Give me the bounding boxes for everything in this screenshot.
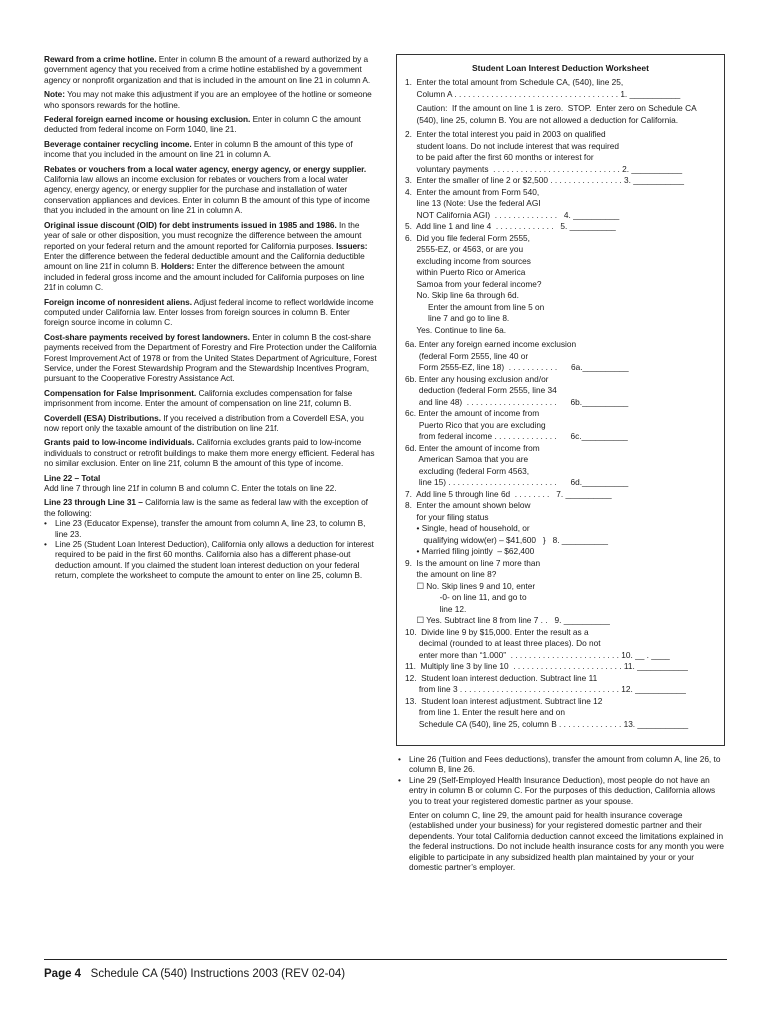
text-coverdell: If you received a distribution from a Coverdell ESA, you now report only the taxable amount of the distribution on line 21f. bbox=[44, 412, 364, 433]
worksheet-line: deduction (federal Form 2555, line 34 bbox=[405, 385, 557, 395]
worksheet-line: 1. Enter the total amount from Schedule CA, (540), line 25, bbox=[405, 77, 624, 87]
holders-label: Holders: bbox=[160, 261, 195, 272]
worksheet-line: student loans. Do not include interest that was required bbox=[405, 140, 619, 151]
worksheet-line: 2. Enter the total interest you paid in 2003 on qualified bbox=[405, 129, 606, 139]
worksheet-line: 3. Enter the smaller of line 2 or $2,500 . . . . . . . . . . . . . . . . 3. ___________ bbox=[405, 175, 685, 185]
worksheet-line: • Single, head of household, or bbox=[405, 523, 530, 533]
worksheet-line: Yes. Continue to line 6a. bbox=[405, 324, 507, 335]
worksheet-box bbox=[396, 54, 725, 746]
worksheet-line: 12. Student loan interest deduction. Subtract line 11 bbox=[405, 672, 598, 683]
worksheet-line: for your filing status bbox=[405, 511, 489, 522]
text-foreign-earned: Enter in column C the amount deducted from federal income on Form 1040, line 21. bbox=[44, 114, 361, 135]
worksheet-line: from line 3 . . . . . . . . . . . . . . . . . . . . . . . . . . . . . . . . . . . 12. ___________ bbox=[405, 684, 686, 694]
heading-coverdell: Coverdell (ESA) Distributions. bbox=[44, 412, 161, 423]
worksheet-line: ☐ No. Skip lines 9 and 10, enter bbox=[405, 580, 536, 591]
worksheet-line: voluntary payments . . . . . . . . . . . . . . . . . . . . . . . . . . . . 2. ___________ bbox=[405, 163, 683, 174]
heading-false-imprisonment: Compensation for False Imprisonment. bbox=[44, 387, 197, 398]
worksheet-line: 6c. Enter the amount of income from bbox=[405, 408, 540, 418]
text-line23-31: California law is the same as federal law with the exception of the following: bbox=[44, 497, 368, 518]
worksheet-line: (540), line 25, column B. You are not allowed a deduction for California. bbox=[405, 114, 679, 125]
worksheet-line: 6a. Enter any foreign earned income exclusion bbox=[405, 339, 577, 349]
heading-cost-share: Cost-share payments received by forest landowners. bbox=[44, 331, 250, 342]
heading-line22: Line 22 – Total bbox=[44, 472, 101, 483]
paragraph-crime-hotline bbox=[44, 54, 377, 85]
heading-line23-31: Line 23 through Line 31 – bbox=[44, 497, 143, 508]
worksheet-line: from line 1. Enter the result here and on bbox=[405, 707, 566, 717]
worksheet-line: the amount on line 8? bbox=[405, 569, 497, 579]
paragraph-beverage bbox=[44, 139, 377, 160]
heading-crime-hotline: Reward from a crime hotline. bbox=[44, 54, 157, 64]
footer-rule bbox=[44, 959, 727, 960]
text-rebates: California law allows an income exclusion for rebates or vouchers from a local water agency, energy agency, or energy supplier for the purchase and installation of water conservation appliances and devices. Enter in column B the amount of this type of income that you included in the amount on line 21 in column A. bbox=[44, 174, 370, 216]
paragraph-line22 bbox=[44, 473, 377, 483]
paragraph-rebates bbox=[44, 164, 377, 216]
worksheet-line: 7. Add line 5 through line 6d . . . . . . . . 7. __________ bbox=[405, 488, 612, 499]
worksheet-line: No. Skip line 6a through 6d. bbox=[405, 290, 519, 300]
paragraph-coverdell bbox=[44, 413, 377, 434]
bullet-line23: • Line 23 (Educator Expense), transfer the amount from column A, line 23, to column B, line 23. bbox=[44, 518, 377, 539]
worksheet-line: 10. Divide line 9 by $15,000. Enter the result as a bbox=[405, 626, 589, 637]
text-line22: Add line 7 through line 21f in column B and column C. Enter the totals on line 22. bbox=[44, 483, 337, 494]
paragraph-line22-text bbox=[44, 483, 377, 493]
worksheet-line: excluding income from sources bbox=[405, 255, 531, 266]
paragraph-oid bbox=[44, 220, 377, 293]
heading-nonresident: Foreign income of nonresident aliens. bbox=[44, 296, 192, 307]
bullet-line26: • Line 26 (Tuition and Fees deductions), transfer the amount from column A, line 26, to column B, line 26. bbox=[398, 754, 728, 775]
worksheet-line: 6. Did you file federal Form 2555, bbox=[405, 232, 530, 243]
worksheet-line: within Puerto Rico or America bbox=[405, 267, 526, 277]
text-beverage: Enter in column B the amount of this type of income that you included in the amount on line 21 in column A. bbox=[44, 138, 353, 160]
worksheet-line: 13. Student loan interest adjustment. Subtract line 12 bbox=[405, 695, 603, 706]
heading-grants: Grants paid to low-income individuals. bbox=[44, 437, 195, 448]
text-false-imprisonment: California excludes compensation for false imprisonment from income. Enter the amount of compensation on line 21f, column B. bbox=[44, 387, 353, 409]
worksheet-line: • Married filing jointly – $62,400 bbox=[405, 546, 535, 556]
footer-title: Schedule CA (540) Instructions 2003 (REV 02-04) bbox=[90, 968, 346, 980]
worksheet-line: 6b. Enter any housing exclusion and/or bbox=[405, 373, 549, 384]
worksheet-line: line 7 and go to line 8. bbox=[405, 313, 510, 323]
worksheet-line: enter more than “1.000” . . . . . . . . . . . . . . . . . . . . . . . . 10. __ . ____ bbox=[405, 649, 670, 660]
paragraph-foreign-earned bbox=[44, 114, 377, 135]
worksheet-line: NOT California AGI) . . . . . . . . . . . . . . 4. __________ bbox=[405, 209, 620, 220]
worksheet-line: (federal Form 2555, line 40 or bbox=[405, 350, 529, 361]
text-holders: Enter the difference between the amount included in federal gross income and the amount included for California purposes on line 21f in column C. bbox=[44, 261, 365, 293]
issuers-label: Issuers: bbox=[336, 240, 368, 251]
worksheet-line: excluding (federal Form 4563, bbox=[405, 465, 530, 476]
text-issuers: Enter the difference between the federal deductible amount and the California deductible amount on line 21f in column B. bbox=[44, 250, 365, 272]
worksheet-line: Column A . . . . . . . . . . . . . . . . . . . . . . . . . . . . . . . . . . . . 1. ___________ bbox=[405, 88, 681, 99]
bullet-line29: • Line 29 (Self-Employed Health Insurance Deduction), most people do not have an entry in column B or column C. For the purposes of this deduction, California allows you to treat your registered domestic partner as your spouse. bbox=[398, 775, 728, 806]
text-grants: California excludes grants paid to low-income individuals to construct or retrofit buildings to make them more energy efficient. Federal has no similar exclusion. Enter on line 21f, column B the amount of this type of income. bbox=[44, 437, 375, 469]
bullet-line25: • Line 25 (Student Loan Interest Deduction), California only allows a deduction for interest required to be paid in the first 60 months. California also has a different phase-out deduction amount. If you claimed the student loan interest deduction on your federal return, complete the worksheet to compute the amount to enter on line 25, column B. bbox=[44, 539, 377, 581]
paragraph-false-imprisonment bbox=[44, 388, 377, 409]
page-number: Page 4 bbox=[44, 968, 82, 980]
footer bbox=[44, 968, 345, 980]
left-column bbox=[44, 54, 377, 581]
worksheet-line: line 15) . . . . . . . . . . . . . . . . . . . . . . . . 6d.__________ bbox=[405, 477, 629, 487]
worksheet-line: 11. Multiply line 3 by line 10 . . . . . . . . . . . . . . . . . . . . . . . . 11. ___________ bbox=[405, 661, 688, 671]
worksheet-line: 5. Add line 1 and line 4 . . . . . . . . . . . . . 5. __________ bbox=[405, 221, 616, 231]
paragraph-note bbox=[44, 89, 377, 110]
worksheet-line: Samoa from your federal income? bbox=[405, 278, 542, 289]
worksheet-line: 2555-EZ, or 4563, or are you bbox=[405, 244, 524, 254]
worksheet-line: 9. Is the amount on line 7 more than bbox=[405, 557, 541, 568]
worksheet-line: qualifying widow(er) – $41,600 } 8. __________ bbox=[405, 534, 608, 545]
worksheet-line: line 13 (Note: Use the federal AGI bbox=[405, 198, 541, 208]
worksheet-line: and line 48) . . . . . . . . . . . . . . . . . . . . 6b.__________ bbox=[405, 396, 629, 407]
worksheet-line: 6d. Enter the amount of income from bbox=[405, 442, 540, 453]
heading-beverage: Beverage container recycling income. bbox=[44, 138, 192, 149]
text-crime-hotline: Enter in column B the amount of a reward authorized by a government agency that you received from a crime hotline established by a government agency or nonprofit organization and that is included in the amount on line 21 in column A. bbox=[44, 54, 371, 85]
worksheet-line: decimal (rounded to at least three places). Do not bbox=[405, 638, 601, 648]
heading-foreign-earned: Federal foreign earned income or housing exclusion. bbox=[44, 114, 251, 125]
worksheet-line: 8. Enter the amount shown below bbox=[405, 500, 531, 510]
worksheet-line: American Samoa that you are bbox=[405, 454, 529, 464]
worksheet-line: Puerto Rico that you are excluding bbox=[405, 419, 546, 430]
paragraph-line23-31 bbox=[44, 497, 377, 518]
heading-oid: Original issue discount (OID) for debt instruments issued in 1985 and 1986. bbox=[44, 219, 337, 230]
worksheet-line: Caution: If the amount on line 1 is zero. STOP. Enter zero on Schedule CA bbox=[405, 103, 697, 113]
worksheet-line: ☐ Yes. Subtract line 8 from line 7 . . 9. __________ bbox=[405, 615, 610, 625]
worksheet-line: Form 2555-EZ, line 18) . . . . . . . . . . . 6a.__________ bbox=[405, 362, 629, 372]
text-nonresident: Adjust federal income to reflect worldwide income computed under California law. Enter losses from foreign sources in column B. Enter foreign source income in column C. bbox=[44, 296, 374, 328]
worksheet-line: to be paid after the first 60 months or interest for bbox=[405, 152, 594, 162]
worksheet-line: -0- on line 11, and go to bbox=[405, 592, 527, 602]
worksheet-line: line 12. bbox=[405, 603, 467, 614]
paragraph-cost-share bbox=[44, 332, 377, 384]
note-text: You may not make this adjustment if you are an employee of the hotline or someone who sponsors rewards for the hotline. bbox=[44, 89, 372, 110]
heading-rebates: Rebates or vouchers from a local water agency, energy agency, or energy supplier. bbox=[44, 163, 367, 174]
worksheet-line: Schedule CA (540), line 25, column B . . . . . . . . . . . . . . 13. ___________ bbox=[405, 718, 689, 729]
paragraph-nonresident bbox=[44, 297, 377, 328]
worksheet-line: from federal income . . . . . . . . . . . . . . 6c.__________ bbox=[405, 431, 628, 441]
worksheet-line: 4. Enter the amount from Form 540, bbox=[405, 186, 540, 197]
worksheet-title: Student Loan Interest Deduction Worksheet bbox=[472, 63, 649, 73]
right-bottom-text bbox=[398, 754, 728, 876]
text-oid: In the year of sale or other disposition, you must recognize the difference between the amount reported on your federal return and the amount reported for California purposes. bbox=[44, 219, 362, 251]
note-label: Note: bbox=[44, 89, 65, 100]
worksheet-line: Enter the amount from line 5 on bbox=[405, 301, 545, 312]
text-cost-share: Enter in column B the cost-share payments received from the Department of Forestry and Fire Protection under the California Forest Improvement Act of 1978 or from the United States Department of Agriculture, Forest Service, under the Forest Stewardship Program and the Stewardship Incentives Program, pursuant to the Cooperative Forestry Assistance Act. bbox=[44, 331, 377, 384]
paragraph-line29-partner: Enter on column C, line 29, the amount paid for health insurance coverage (established under your business) for your registered domestic partner and their dependents. Your total California deduction cannot exceed the limitations explained in the federal instructions. Do not include health insurance costs for any month you were eligible to participate in any subsidized health plan maintained by your or your domestic partner’s employer. bbox=[409, 810, 724, 873]
paragraph-grants bbox=[44, 437, 377, 468]
